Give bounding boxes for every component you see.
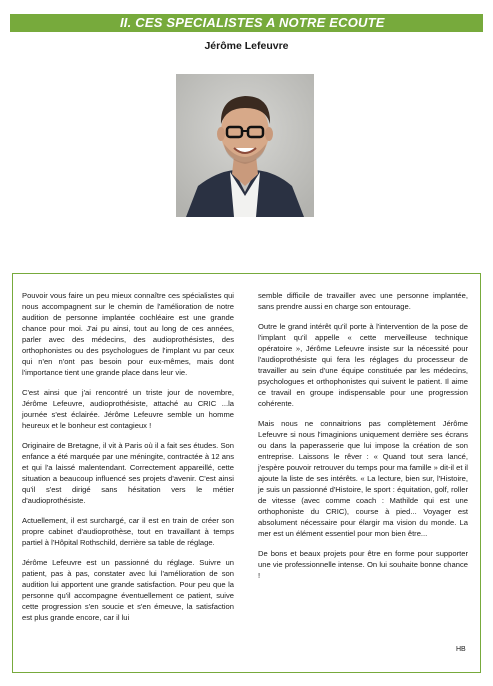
article-left-column — [22, 290, 234, 632]
section-banner: II. CES SPECIALISTES A NOTRE ECOUTE — [10, 14, 483, 32]
paragraph: De bons et beaux projets pour être en forme pour supporter une vie professionnelle intense. On lui souhaite bonne chance ! — [258, 549, 468, 580]
author-name: Jérôme Lefeuvre — [204, 40, 289, 52]
portrait-illustration — [176, 74, 314, 217]
paragraph: Originaire de Bretagne, il vit à Paris où il a fait ses études. Son enfance a été marquée par une méningite, contractée à 12 ans et qui l'a laissé malentendant. Correctement appareillé, cette situation a beaucoup influencé ses projets d'avenir. C'est ainsi qu'il s'est dirigé sans hésitation vers le métier d'audioprothésiste. — [22, 441, 234, 505]
paragraph: Mais nous ne connaitrions pas complètement Jérôme Lefeuvre si nous l'imaginions uniquement derrière ses écrans ou dans la paperasserie que lui impose la création de son entreprise. Laissons le rêver : « Quand tout sera lancé, j'espère pouvoir retrouver du temps pour ma famille » dit-il et il ajoute la liste de ses intérêts. « La lecture, bien sur, l'Histoire, je suis un passionné d'Histoire, le sport : équitation, golf, roller de vitesse (avec comme coach : Mathilde qui est une orthophoniste du CRIC), course à pied... Voyager est absolument nécessaire pour élargir ma vision du monde. La mer est un élément essentiel pour mon bien être... — [258, 419, 468, 538]
paragraph: Outre le grand intérêt qu'il porte à l'intervention de la pose de l'implant qu'il appelle « cette merveilleuse technique opératoire », Jérôme Lefeuvre insiste sur la nécessité pour l'audioprothésiste qui fera les réglages du processeur de travailler au sein d'une équipe constituée par les médecins, psychologues et orthophonistes qui suivent le patient. Il aime ce travail en groupe indispensable pour une progression cohérente. — [258, 322, 468, 408]
portrait-photo — [176, 74, 314, 217]
paragraph: semble difficile de travailler avec une personne implantée, sans prendre aussi en charge son entourage. — [258, 291, 468, 311]
author-signature: HB — [456, 646, 466, 653]
paragraph: Jérôme Lefeuvre est un passionné du réglage. Suivre un patient, pas à pas, constater avec lui l'amélioration de son audition lui apportent une grande satisfaction. Pour peu que la personne qu'il accompagne éventuellement ce patient, suive cette progression s'en soucie et s'en émeuve, la satisfaction est plus grande encore, car il lui — [22, 558, 234, 622]
paragraph: Actuellement, il est surchargé, car il est en train de créer son propre cabinet d'audioprothèse, tout en travaillant à temps partiel à l'Hôpital Rothschild, derrière sa table de réglage. — [22, 516, 234, 547]
paragraph: C'est ainsi que j'ai rencontré un triste jour de novembre, Jérôme Lefeuvre, audioprothésiste, attaché au CRIC ...la journée s'est éclairée. Jérôme Lefeuvre semble un homme heureux et le bonheur est contagieux ! — [22, 388, 234, 430]
paragraph: Pouvoir vous faire un peu mieux connaître ces spécialistes qui nous accompagnent sur le chemin de l'amélioration de notre audition de personne implantée cochléaire est une grande chance pour moi. J'ai pu ainsi, tout au long de ces années, parler avec des médecins, des audioprothésistes, des orthophonistes ou des psychologues de l'implant vu par ceux qui n'en n'ont pas besoin pour eux-mêmes, mais dont l'importance tient une grande place dans leur vie. — [22, 291, 234, 377]
article-right-column — [258, 290, 468, 590]
